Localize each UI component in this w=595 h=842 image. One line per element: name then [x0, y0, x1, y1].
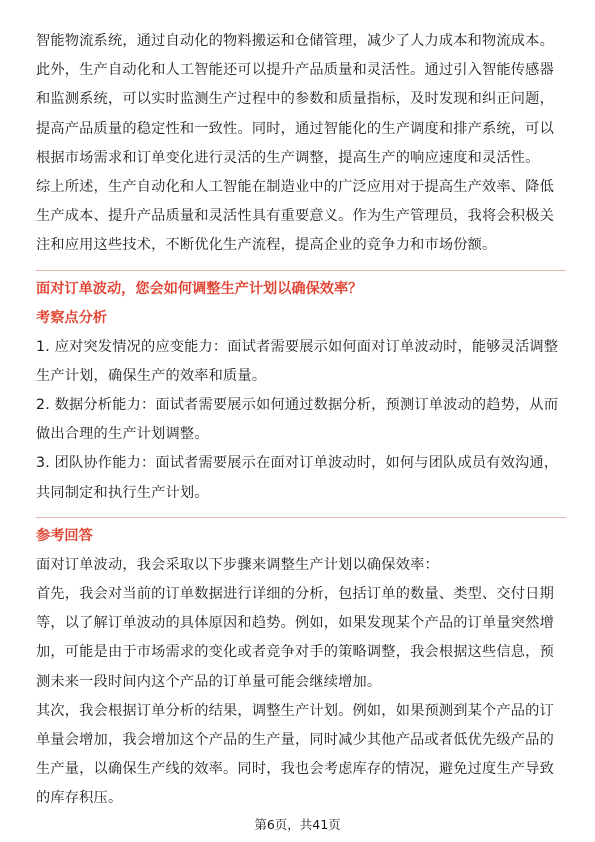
question-divider: [36, 270, 566, 271]
analysis-item-1: 1. 应对突发情况的应变能力：面试者需要展示如何面对订单波动时，能够灵活调整生产计划，确保生产的效率和质量。: [36, 338, 559, 384]
answer-paragraph-3: 其次，我会根据订单分析的结果，调整生产计划。例如，如果预测到某个产品的订单量会增加，我会增加这个产品的生产量，同时减少其他产品或者低优先级产品的生产量，以确保生产线的效率。同时，我也会考虑库存的情况，避免过度生产导致的库存积压。: [36, 702, 554, 807]
answer-title: 参考回答: [36, 527, 93, 544]
intro-paragraph-2: 此外，生产自动化和人工智能还可以提升产品质量和灵活性。通过引入智能传感器和监测系统，可以实时监测生产过程中的参数和质量指标，及时发现和纠正问题，提高产品质量的稳定性和一致性。同时，通过智能化的生产调度和排产系统，可以根据市场需求和订单变化进行灵活的生产调整，提高生产的响应速度和灵活性。: [36, 62, 554, 166]
intro-paragraph-1: 智能物流系统，通过自动化的物料搬运和仓储管理，减少了人力成本和物流成本。: [36, 33, 554, 49]
answer-paragraph-2: 首先，我会对当前的订单数据进行详细的分析，包括订单的数量、类型、交付日期等，以了解订单波动的具体原因和趋势。例如，如果发现某个产品的订单量突然增加，可能是由于市场需求的变化或者竞争对手的策略调整，我会根据这些信息，预测未来一段时间内这个产品的订单量可能会继续增加。: [36, 586, 554, 690]
question-title: 面对订单波动，您会如何调整生产计划以确保效率？: [36, 280, 363, 297]
intro-paragraph-3: 综上所述，生产自动化和人工智能在制造业中的广泛应用对于提高生产效率、降低生产成本、提升产品质量和灵活性具有重要意义。作为生产管理员，我将会积极关注和应用这些技术，不断优化生产流程，提高企业的竞争力和市场份额。: [36, 179, 554, 254]
answer-paragraph-1: 面对订单波动，我会采取以下步骤来调整生产计划以确保效率：: [36, 556, 439, 573]
analysis-item-3: 3. 团队协作能力：面试者需要展示在面对订单波动时，如何与团队成员有效沟通，共同制定和执行生产计划。: [36, 455, 559, 501]
analysis-title: 考察点分析: [36, 309, 107, 326]
page-footer: 第6页，共41页: [254, 817, 341, 832]
analysis-item-2: 2. 数据分析能力：面试者需要展示如何通过数据分析，预测订单波动的趋势，从而做出合理的生产计划调整。: [36, 397, 559, 443]
document-page: [36, 0, 566, 814]
answer-divider: [36, 517, 566, 518]
